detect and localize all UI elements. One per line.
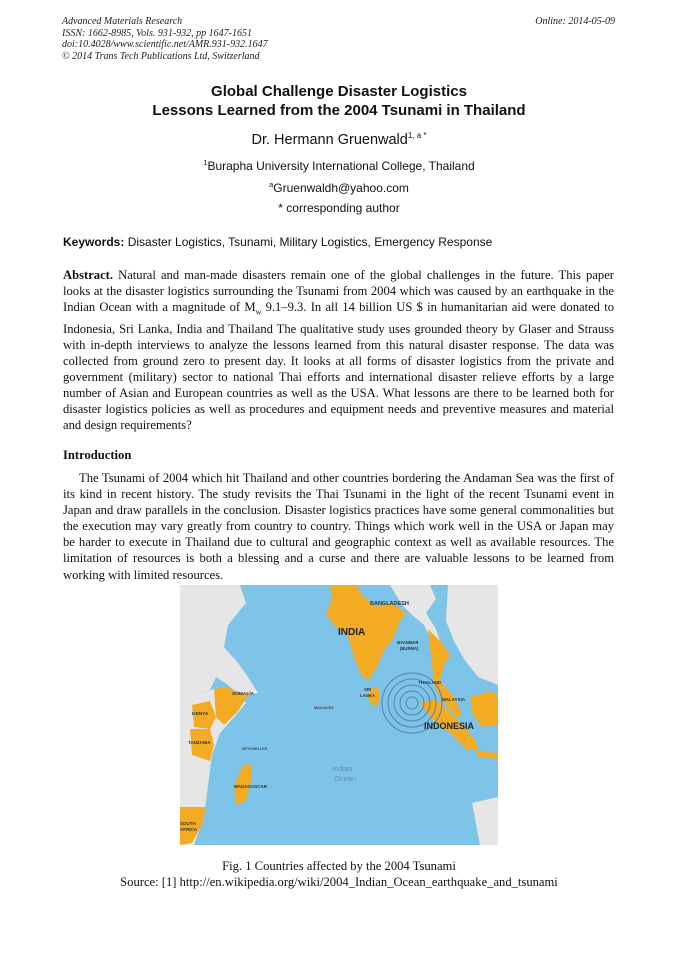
online-date: Online: 2014-05-09 [535, 16, 615, 27]
tsunami-map [180, 585, 498, 845]
label-indonesia: INDONESIA [424, 721, 475, 731]
label-lanka: LANKA [360, 693, 376, 698]
label-kenya: KENYA [192, 712, 209, 717]
label-myanmar-burma: (BURMA) [400, 646, 419, 651]
abstract-label: Abstract. [63, 268, 114, 282]
label-tanzania: TANZANIA [188, 740, 211, 745]
figure-caption: Fig. 1 Countries affected by the 2004 Tsunami [222, 859, 456, 873]
label-indian: Indian [332, 764, 353, 773]
title-line-2: Lessons Learned from the 2004 Tsunami in Thailand [152, 102, 526, 119]
abstract-text-2: 9.1–9.3. In all 14 billion US $ in humanitarian aid were donated to Indonesia, Sri Lanka, India and Thailand The qualitative study uses grounded theory by Glaser and Strauss with in-depth interviews to analyze the lessons learned from this natural disaster response. The data was collected from ground zero to present day. It looks at all forms of disaster logistics from the private and government (military) sector to national Thai efforts and international disaster relieve efforts by a large number of Asian and European countries as well as the USA. What lessons are there to be learned both for disaster logistics policies as well as procedures and equipment needs and preventive measures and material and design requirements? [63, 300, 614, 433]
author-email[interactable]: Gruenwaldh@yahoo.com [273, 181, 409, 195]
introduction-heading: Introduction [63, 448, 132, 462]
issn-line: ISSN: 1662-8985, Vols. 931-932, pp 1647-1651 [62, 27, 252, 39]
author-line [0, 131, 678, 148]
journal-name: Advanced Materials Research [62, 16, 183, 27]
keywords-label: Keywords: [63, 235, 125, 249]
affiliation [0, 158, 678, 173]
label-myanmar: MYANMAR [397, 640, 419, 645]
label-south: SOUTH [180, 821, 196, 826]
corresponding-note: * corresponding author [278, 201, 400, 215]
label-seychelles: SEYCHELLES [242, 747, 268, 751]
email-line [0, 180, 678, 195]
copyright-line: © 2014 Trans Tech Publications Ltd, Switzerland [62, 50, 260, 62]
label-sri: SRI [364, 687, 372, 692]
label-maldives: MALDIVES [314, 706, 334, 710]
doi-line: doi:10.4028/www.scientific.net/AMR.931-932.1647 [62, 39, 268, 50]
label-india: INDIA [338, 627, 366, 638]
keywords [63, 235, 623, 249]
label-africa: AFRICA [180, 827, 197, 832]
label-thailand: THAILAND [418, 680, 441, 685]
label-malaysia: MALAYSIA [442, 697, 466, 702]
introduction-text: The Tsunami of 2004 which hit Thailand and other countries bordering the Andaman Sea was the first of its kind in recent history. The study revisits the Thai Tsunami in the light of the recent Tsunami event in Japan and draw parallels in the conclusion. Disaster logistics practices have some general commonalities but the execution may vary greatly from country to country. Things which work well in the USA or Japan may be harder to execute in Thailand due to cultural and geographic context as well as available resources. The limitation of resources is both a blessing and a curse and there are valuable lessons to be learned from working with limited resources. [63, 471, 614, 582]
paper-title [0, 82, 678, 120]
email-superscript: a [269, 180, 274, 189]
affiliation-text: Burapha University International College, Thailand [207, 159, 475, 173]
label-bangladesh: BANGLADESH [370, 601, 409, 607]
map-graphic [180, 585, 498, 845]
title-line-1: Global Challenge Disaster Logistics [211, 83, 467, 100]
abstract [63, 267, 614, 433]
magnitude-subscript: w [255, 307, 262, 317]
keywords-text: Disaster Logistics, Tsunami, Military Logistics, Emergency Response [127, 235, 493, 249]
author-superscript: 1, a * [407, 131, 427, 140]
label-somalia: SOMALIA [232, 692, 255, 697]
figure-caption-block [0, 859, 678, 890]
figure-source: Source: [1] http://en.wikipedia.org/wiki/2004_Indian_Ocean_earthquake_and_tsunami [120, 874, 558, 889]
affiliation-superscript: 1 [203, 158, 208, 167]
journal-header [62, 16, 268, 62]
label-ocean: Ocean [334, 774, 357, 783]
author-name: Dr. Hermann Gruenwald [251, 131, 408, 148]
label-madagascar: MADAGASCAR [234, 784, 267, 789]
abstract-text-1: Natural and man-made disasters remain one of the global challenges in the future. This paper looks at the disaster logistics surrounding the Tsunami from 2004 which was caused by an earthquake in the Indian Ocean with a magnitude of M [63, 268, 614, 315]
